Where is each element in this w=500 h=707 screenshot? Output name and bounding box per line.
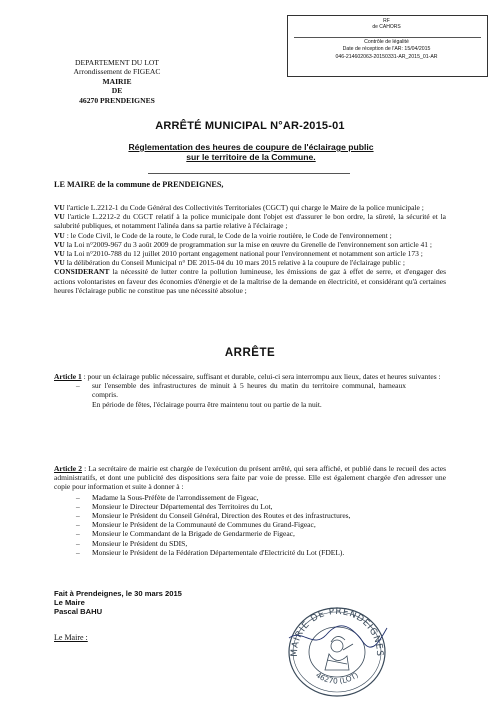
- considerant-item: [54, 258, 446, 267]
- signatory-name: Pascal BAHU: [54, 607, 103, 616]
- place-date: Fait à Prendeignes, le 30 mars 2015: [54, 589, 182, 598]
- article-1: [54, 372, 446, 409]
- arrete-heading: ARRÊTE: [224, 347, 276, 359]
- article-lead: Article 1: [54, 372, 82, 381]
- commune: 46270 PRENDEIGNES: [79, 95, 155, 105]
- list-item: – Madame la Sous-Préfète de l'arrondissement de Figeac,: [54, 493, 446, 502]
- considerant-item: [54, 240, 446, 249]
- le-maire-heading: LE MAIRE de la commune de PRENDEIGNES,: [54, 180, 224, 189]
- divider: [148, 173, 350, 174]
- marianne-emblem: [325, 636, 353, 670]
- document-title: ARRÊTÉ MUNICIPAL N°AR-2015-01: [155, 120, 345, 132]
- considerant-item: [54, 267, 446, 295]
- mairie-seal: [283, 598, 391, 700]
- considerant-lead: CONSIDERANT: [54, 267, 110, 277]
- considerant-item: [54, 249, 446, 258]
- stamp-line: Date de réception de l'AR: 15/04/2015: [342, 46, 431, 53]
- signatory-role: Le Maire: [54, 598, 85, 607]
- signature-block: [54, 589, 182, 616]
- article-1-list: [54, 381, 446, 399]
- list-item: – Monsieur le Président de la Communauté de Communes du Grand-Figeac,: [54, 520, 446, 529]
- considerant-text: l'article L.2212-2 du CGCT relatif à la police municipale dont l'objet est d'assurer le bon ordre, la sûreté, la sécurité et la salubrité publiques, et notamment l'alinéa dans sa partie relative à l'éclairage ;: [54, 212, 446, 231]
- considerants: [54, 203, 446, 295]
- article-lead: Article 2: [54, 464, 82, 473]
- considerant-lead: VU: [54, 258, 65, 268]
- mairie: MAIRIE: [102, 76, 132, 86]
- stamp-line: Contrôle de légalité: [364, 39, 409, 45]
- seal-bottom-text: 46270 (LOT): [314, 670, 360, 686]
- article-2: [54, 464, 446, 557]
- article-1-note: En période de fêtes, l'éclairage pourra être maintenu tout ou partie de la nuit.: [92, 399, 322, 409]
- subtitle-line: Réglementation des heures de coupure de l'éclairage public: [128, 142, 374, 152]
- subtitle-line: sur le territoire de la Commune.: [186, 152, 316, 162]
- considerant-lead: VU: [54, 239, 65, 249]
- de: DE: [111, 86, 123, 96]
- le-maire-signature-label: Le Maire :: [54, 633, 88, 642]
- stamp-header: [287, 18, 486, 30]
- arrondissement: Arrondissement de FIGEAC: [73, 67, 161, 77]
- stamp-line: de CAHORS: [372, 24, 401, 30]
- considerant-lead: VU: [54, 212, 65, 222]
- considerant-item: [54, 203, 446, 212]
- department: DEPARTEMENT DU LOT: [75, 58, 159, 67]
- considerant-item: [54, 231, 446, 240]
- considerant-text: la délibération du Conseil Municipal n° DE 2015-04 du 10 mars 2015 relative à la coupure de l'éclairage public ;: [64, 258, 405, 268]
- seal-top-text: MAIRIE DE PRENDEIGNES: [289, 606, 385, 657]
- letterhead: [58, 58, 176, 105]
- considerant-text: : le Code Civil, le Code de la route, le Code rural, le Code de la voirie routière, le Code de l'environnement ;: [64, 230, 392, 240]
- list-item: – Monsieur le Directeur Départemental des Territoires du Lot,: [54, 502, 446, 511]
- list-item: – Monsieur le Président du SDIS,: [54, 539, 446, 548]
- list-item: – Monsieur le Président du Conseil Général, Direction des Routes et des infrastructures,: [54, 511, 446, 520]
- stamp-line: 046-214602063-20150331-AR_2015_01-AR: [335, 53, 438, 60]
- article-text: : La secrétaire de mairie est chargée de l'exécution du présent arrêté, qui sera affiché, et publié dans le recueil des actes administratifs, et dont une publicité des dispositions sera faite par voie de presse. Elle est également chargée d'en adresser une copie pour information et suite à donner à :: [54, 464, 446, 492]
- list-item: – Monsieur le Président de la Fédération Départementale d'Electricité du Lot (FDEL).: [54, 548, 446, 557]
- considerant-text: l'article L.2212-1 du Code Général des Collectivités Territoriales (CGCT) qui charge le Maire de la police municipale ;: [64, 203, 424, 212]
- stamp-body: [287, 39, 486, 61]
- considerant-text: la nécessité de lutter contre la pollution lumineuse, les émissions de gaz à effet de serre, et d'engager des actions volontaristes en faveur des économies d'énergie et de la maîtrise de la demande en électricité, et considérant qu'à certaines heures l'éclairage public ne constitue pas une nécessité absolue ;: [54, 267, 446, 295]
- article-text: : pour un éclairage public nécessaire, suffisant et durable, celui-ci sera interrompu aux lieux, dates et heures suivantes :: [81, 372, 441, 381]
- considerant-text: la Loi n°2010-788 du 12 juillet 2010 portant engagement national pour l'environnement et notamment son article 173 ;: [64, 249, 423, 259]
- stamp-line: RF: [383, 18, 390, 24]
- considerant-text: la Loi n°2009-967 du 3 août 2009 de programmation sur la mise en œuvre du Grenelle de l'environnement son article 41 ;: [64, 239, 433, 249]
- considerant-lead: VU: [54, 249, 65, 259]
- list-item: – Monsieur le Commandant de la Brigade de Gendarmerie de Figeac,: [54, 529, 446, 538]
- considerant-lead: VU: [54, 230, 65, 240]
- article-1-intro: [54, 372, 446, 381]
- list-item: – sur l'ensemble des infrastructures de minuit à 5 heures du matin du territoire communal, hameaux compris.: [54, 381, 446, 399]
- article-2-intro: [54, 464, 446, 492]
- recipient-list: [54, 493, 446, 557]
- document-subtitle: [96, 142, 406, 162]
- considerant-item: [54, 212, 446, 230]
- considerant-lead: VU: [54, 203, 65, 212]
